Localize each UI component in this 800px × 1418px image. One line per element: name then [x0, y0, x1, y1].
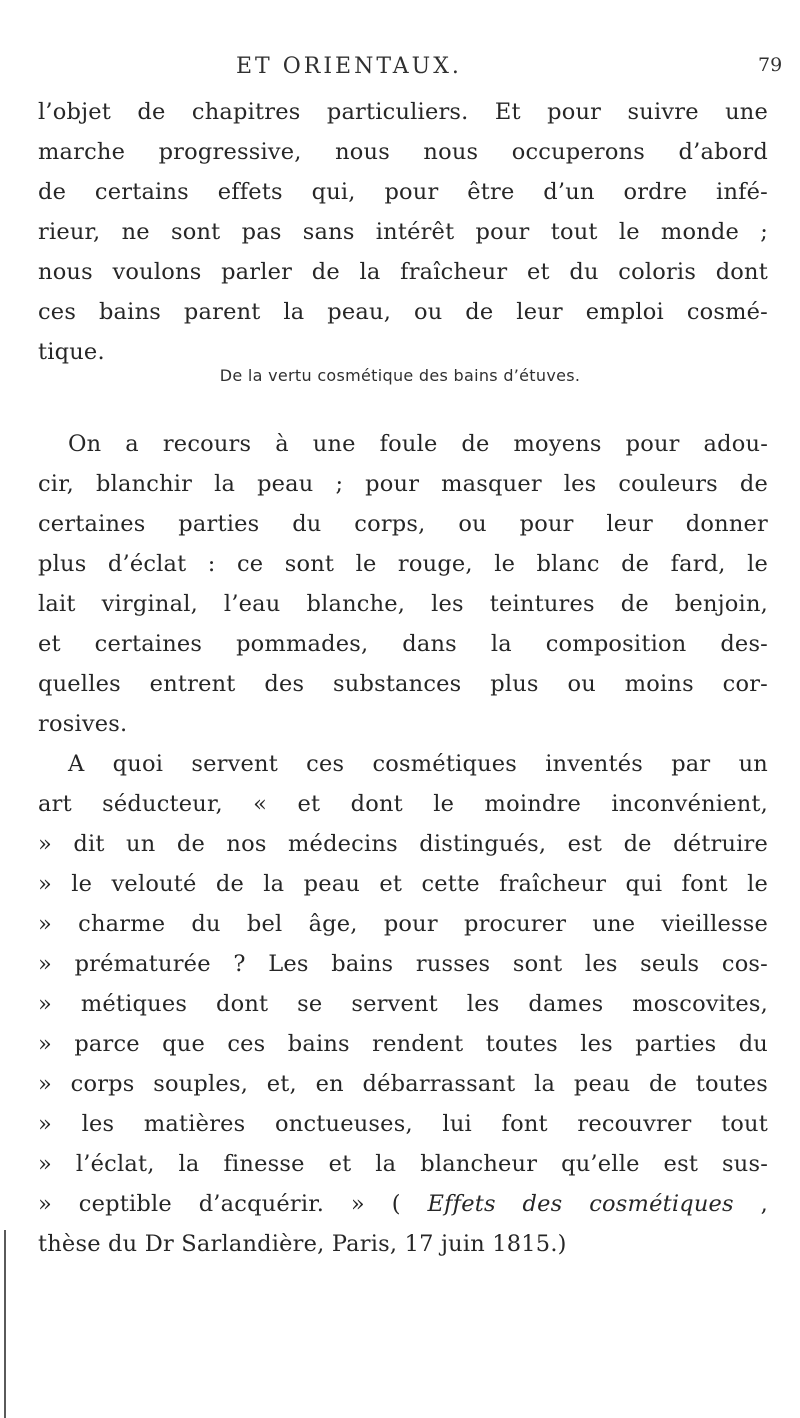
text-line: » parce que ces bains rendent toutes les parties du: [38, 1031, 768, 1057]
citation-trail: ,: [733, 1191, 768, 1217]
citation-title: Effets des cosmétiques: [427, 1191, 734, 1217]
text-line: » métiques dont se servent les dames moscovites,: [38, 991, 768, 1017]
page-edge-rule: [4, 1230, 6, 1418]
text-line: plus d’éclat : ce sont le rouge, le blanc de fard, le: [38, 551, 768, 577]
text-line: marche progressive, nous nous occuperons d’abord: [38, 139, 768, 165]
text-line: l’objet de chapitres particuliers. Et pour suivre une: [38, 99, 768, 125]
text-line: cir, blanchir la peau ; pour masquer les couleurs de: [38, 471, 768, 497]
text-line: quelles entrent des substances plus ou moins cor-: [38, 671, 768, 697]
text-line: art séducteur, « et dont le moindre inconvénient,: [38, 791, 768, 817]
text-line: ces bains parent la peau, ou de leur emploi cosmé-: [38, 299, 768, 325]
text-line: rieur, ne sont pas sans intérêt pour tout le monde ;: [38, 219, 768, 245]
text-line: nous voulons parler de la fraîcheur et du coloris dont: [38, 259, 768, 285]
text-line: » dit un de nos médecins distingués, est de détruire: [38, 831, 768, 857]
text-line: et certaines pommades, dans la composition des-: [38, 631, 768, 657]
text-line: » l’éclat, la finesse et la blancheur qu’elle est sus-: [38, 1151, 768, 1177]
text-line: A quoi servent ces cosmétiques inventés par un: [68, 751, 768, 777]
text-line: certaines parties du corps, ou pour leur donner: [38, 511, 768, 537]
page-number: 79: [758, 54, 783, 76]
paragraph-cosmetics: [38, 424, 768, 744]
section-heading: De la vertu cosmétique des bains d’étuves.: [219, 366, 581, 385]
text-line: lait virginal, l’eau blanche, les teintures de benjoin,: [38, 591, 768, 617]
text-line: » les matières onctueuses, lui font recouvrer tout: [38, 1111, 768, 1137]
citation-line: [38, 1184, 768, 1224]
text-line: tique.: [38, 339, 105, 365]
running-head: [0, 54, 800, 94]
paragraph-quotation: [38, 744, 768, 1264]
text-line: » charme du bel âge, pour procurer une vieillesse: [38, 911, 768, 937]
text-line: de certains effets qui, pour être d’un ordre infé-: [38, 179, 768, 205]
paragraph-intro: [38, 92, 768, 372]
text-line: » le velouté de la peau et cette fraîcheur qui font le: [38, 871, 768, 897]
running-title: ET ORIENTAUX.: [236, 54, 462, 79]
text-line: rosives.: [38, 711, 128, 737]
citation-lead: » ceptible d’acquérir. » (: [38, 1191, 428, 1217]
text-line: » corps souples, et, en débarrassant la peau de toutes: [38, 1071, 768, 1097]
text-line: » prématurée ? Les bains russes sont les seuls cos-: [38, 951, 768, 977]
citation-source-line: thèse du Dr Sarlandière, Paris, 17 juin 1815.): [38, 1231, 567, 1257]
text-line: On a recours à une foule de moyens pour adou-: [68, 431, 768, 457]
